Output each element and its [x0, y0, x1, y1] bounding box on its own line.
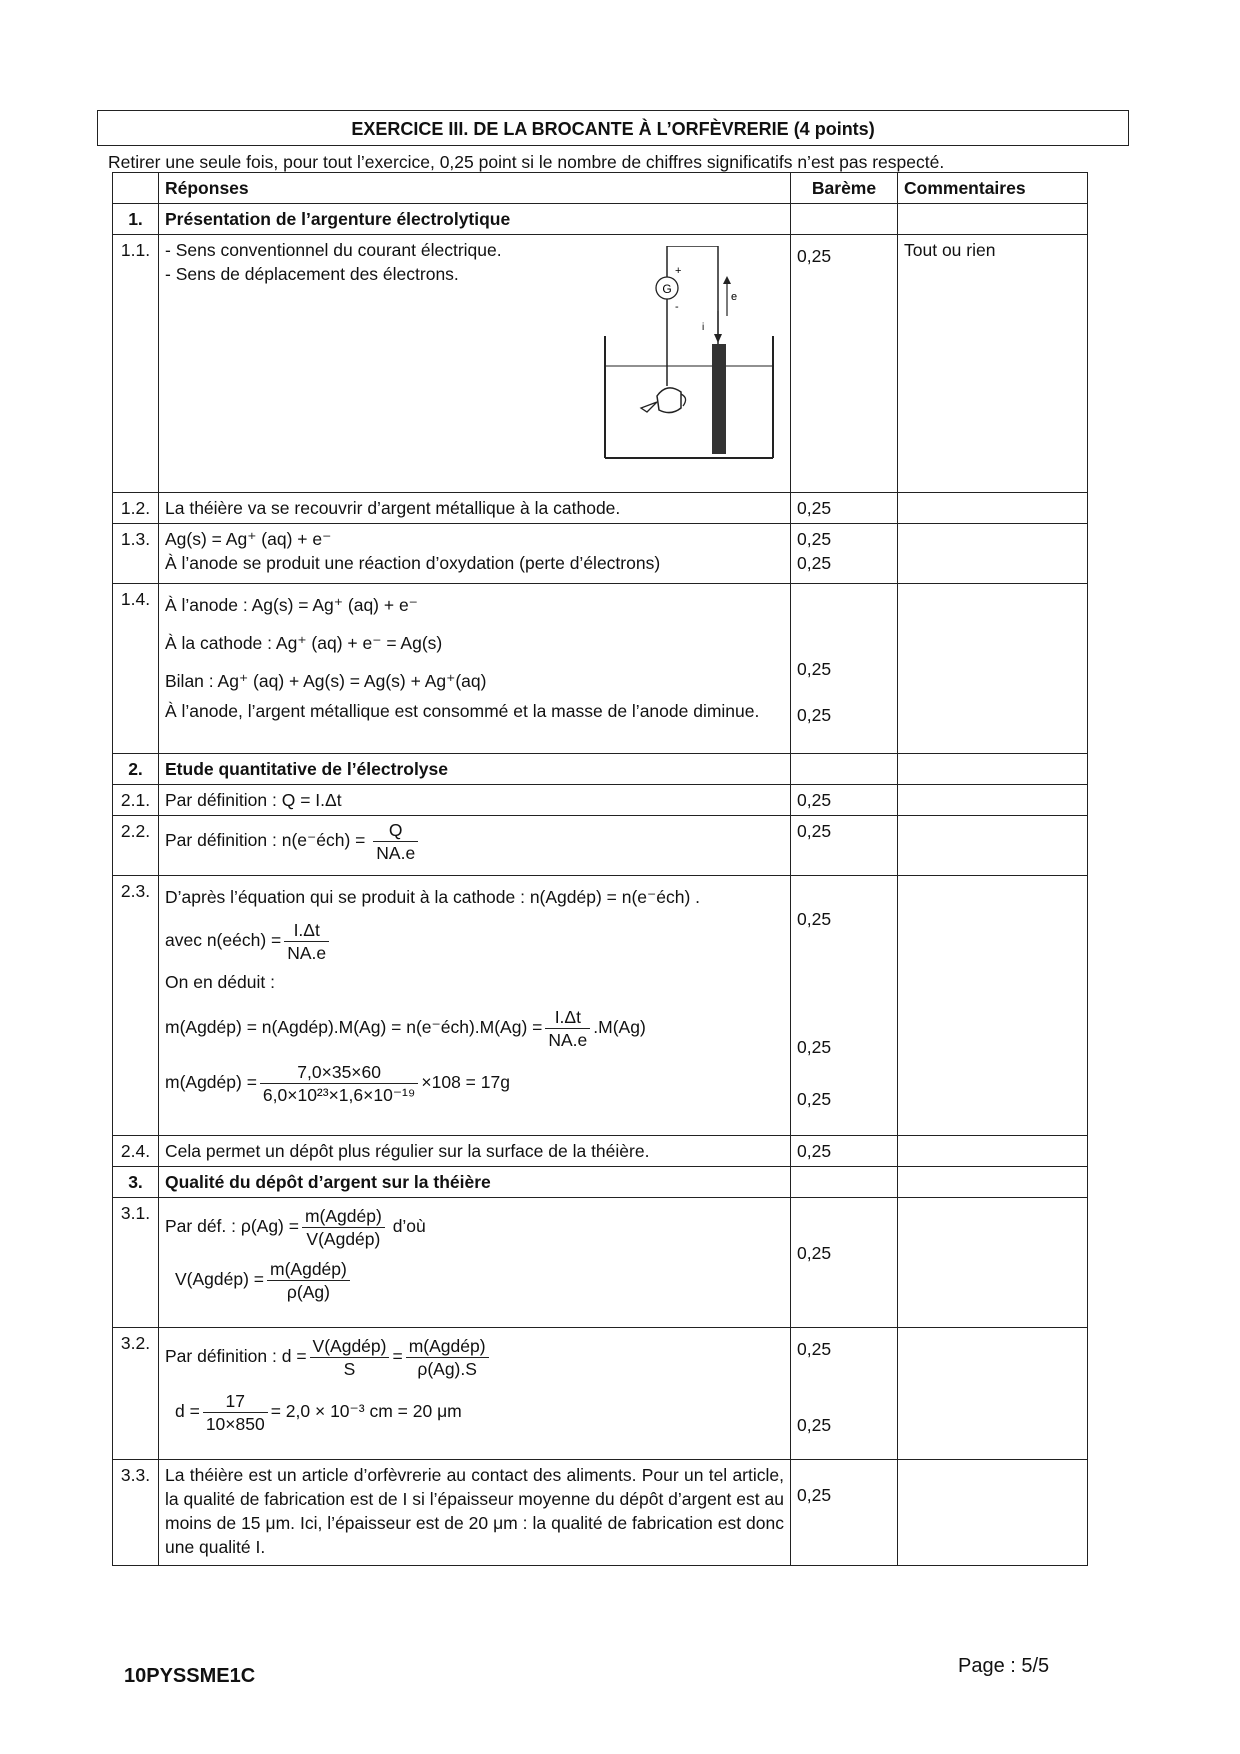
question-2-2-row [113, 816, 1088, 876]
fraction [302, 1205, 385, 1250]
section-2-row [113, 754, 1088, 785]
silver-anode [712, 344, 726, 454]
answer-line: On en déduit : [165, 972, 275, 992]
answer-line: D’après l’équation qui se produit à la cathode : n(Agdép) = n(e⁻éch) . [165, 887, 701, 907]
fraction [310, 1335, 390, 1380]
score-cell [791, 1460, 898, 1566]
numerator: m(Agdép) [267, 1258, 350, 1281]
score-cell [791, 524, 898, 584]
score-value: 0,25 [797, 659, 832, 679]
section-number: 3. [113, 1167, 159, 1198]
formula-lead: m(Agdép) = n(Agdép).M(Ag) = n(e⁻éch).M(Ag) = [165, 1017, 543, 1038]
score-cell [791, 235, 898, 493]
teapot-icon [657, 388, 681, 413]
fraction [267, 1258, 350, 1303]
answer-line: - Sens conventionnel du courant électrique. [165, 240, 502, 260]
current-label: i [702, 322, 705, 333]
formula-tail: ×108 = 17g [421, 1072, 510, 1093]
formula-lead: Par définition : n(e⁻éch) = [165, 830, 366, 851]
question-number: 3.3. [113, 1460, 159, 1566]
denominator: NA.e [287, 943, 327, 963]
question-2-3-row [113, 876, 1088, 1136]
answer-cell [159, 876, 791, 1136]
score-value: 0,25 [797, 1243, 832, 1263]
score-value: 0,25 [797, 246, 832, 266]
denominator: ρ(Ag).S [417, 1359, 477, 1379]
score-cell: 0,25 [791, 1136, 898, 1167]
formula-tail: = 2,0 × 10⁻³ cm = 20 μm [270, 1401, 462, 1422]
fraction [260, 1061, 418, 1106]
document-code: 10PYSSME1C [124, 1665, 256, 1687]
score-value: 0,25 [797, 909, 832, 929]
electrolysis-diagram [595, 246, 785, 461]
numerator: m(Agdép) [406, 1335, 489, 1358]
formula-lead: V(Agdép) = [175, 1269, 265, 1290]
answer-cell [159, 1328, 791, 1460]
numerator: 7,0×35×60 [260, 1061, 418, 1084]
fraction [373, 819, 418, 864]
question-3-3-row [113, 1460, 1088, 1566]
answer-cell [159, 816, 791, 876]
formula-tail: .M(Ag) [593, 1017, 646, 1038]
electron-label: e [731, 291, 738, 303]
formula-lead: avec n(eéch) = [165, 930, 282, 951]
question-number: 1.3. [113, 524, 159, 584]
denominator: S [343, 1359, 356, 1379]
denominator: ρ(Ag) [286, 1282, 330, 1302]
question-2-1-row [113, 785, 1088, 816]
answer-cell [159, 235, 791, 493]
plus-label: + [675, 265, 682, 277]
exercise-title: EXERCICE III. DE LA BROCANTE À L’ORFÈVRERIE (4 points) [97, 110, 1129, 146]
section-number: 1. [113, 204, 159, 235]
denominator: 6,0×10²³×1,6×10⁻¹⁹ [262, 1085, 416, 1105]
score-value: 0,25 [797, 1415, 832, 1435]
equation-line: Ag(s) = Ag⁺ (aq) + e⁻ [165, 529, 332, 549]
formula-lead: Par déf. : ρ(Ag) = [165, 1216, 299, 1237]
question-2-4-row [113, 1136, 1088, 1167]
answer-cell: Par définition : Q = I.Δt [159, 785, 791, 816]
question-number: 1.4. [113, 584, 159, 754]
score-value: 0,25 [797, 1339, 832, 1359]
score-value: 0,25 [797, 1037, 832, 1057]
question-1-1-row [113, 235, 1088, 493]
score-value: 0,25 [797, 1485, 832, 1505]
answer-cell: La théière va se recouvrir d’argent métallique à la cathode. [159, 493, 791, 524]
answer-line: À l’anode, l’argent métallique est consommé et la masse de l’anode diminue. [165, 701, 760, 721]
numerator: V(Agdép) [310, 1335, 390, 1358]
answer-cell [159, 584, 791, 754]
question-number: 2.1. [113, 785, 159, 816]
question-3-1-row [113, 1198, 1088, 1328]
numerator: m(Agdép) [302, 1205, 385, 1228]
table-header-row [113, 173, 1088, 204]
fraction [284, 919, 329, 964]
score-cell: 0,25 [791, 816, 898, 876]
denominator: NA.e [376, 843, 416, 863]
score-cell [791, 1328, 898, 1460]
numerator: Q [373, 819, 418, 842]
answer-line: Bilan : Ag⁺ (aq) + Ag(s) = Ag(s) + Ag⁺(aq) [165, 671, 487, 691]
fraction [406, 1335, 489, 1380]
answer-line: À l’anode : Ag(s) = Ag⁺ (aq) + e⁻ [165, 595, 418, 615]
formula-lead: d = [175, 1401, 200, 1422]
section-title: Présentation de l’argenture électrolytique [159, 204, 791, 235]
fraction [545, 1006, 590, 1051]
answer-table [112, 172, 1088, 1566]
question-number: 1.2. [113, 493, 159, 524]
score-cell [791, 876, 898, 1136]
equals-sign: = [392, 1346, 403, 1367]
denominator: V(Agdép) [306, 1229, 381, 1249]
score-cell: 0,25 [791, 785, 898, 816]
minus-label: - [675, 301, 679, 313]
fraction [203, 1390, 268, 1435]
question-number: 3.1. [113, 1198, 159, 1328]
question-1-2-row [113, 493, 1088, 524]
score-value: 0,25 [797, 1089, 832, 1109]
answer-cell [159, 1198, 791, 1328]
formula-lead: m(Agdép) = [165, 1072, 257, 1093]
section-1-row [113, 204, 1088, 235]
score-cell: 0,25 [791, 493, 898, 524]
galvanometer-label: G [662, 282, 672, 296]
answer-cell: Cela permet un dépôt plus régulier sur la surface de la théière. [159, 1136, 791, 1167]
question-number: 1.1. [113, 235, 159, 493]
question-number: 2.2. [113, 816, 159, 876]
answer-cell [159, 524, 791, 584]
answer-line: À l’anode se produit une réaction d’oxydation (perte d’électrons) [165, 553, 661, 573]
numerator: I.Δt [284, 919, 329, 942]
question-number: 3.2. [113, 1328, 159, 1460]
score-value: 0,25 [797, 705, 832, 725]
header-comments: Commentaires [898, 173, 1088, 204]
denominator: NA.e [548, 1030, 588, 1050]
score-cell [791, 584, 898, 754]
header-scale: Barème [791, 173, 898, 204]
section-title: Etude quantitative de l’électrolyse [159, 754, 791, 785]
score-cell [791, 1198, 898, 1328]
question-1-3-row [113, 524, 1088, 584]
score-value: 0,25 [797, 553, 832, 573]
formula-tail: d’où [392, 1216, 426, 1237]
page-number: Page : 5/5 [958, 1655, 1050, 1677]
header-answers: Réponses [159, 173, 791, 204]
section-title: Qualité du dépôt d’argent sur la théière [159, 1167, 791, 1198]
question-number: 2.3. [113, 876, 159, 1136]
answer-line: À la cathode : Ag⁺ (aq) + e⁻ = Ag(s) [165, 633, 443, 653]
numerator: I.Δt [545, 1006, 590, 1029]
section-3-row [113, 1167, 1088, 1198]
question-1-4-row [113, 584, 1088, 754]
answer-line: - Sens de déplacement des électrons. [165, 264, 459, 284]
comment-cell: Tout ou rien [898, 235, 1088, 493]
denominator: 10×850 [205, 1414, 265, 1434]
question-3-2-row [113, 1328, 1088, 1460]
numerator: 17 [203, 1390, 268, 1413]
grading-instruction: Retirer une seule fois, pour tout l’exercice, 0,25 point si le nombre de chiffres significatifs n’est pas respecté. [108, 152, 945, 172]
answer-cell: La théière est un article d’orfèvrerie au contact des aliments. Pour un tel article, la qualité de fabrication est de I si l’épaisseur moyenne du dépôt d’argent est au moins de 15 μm. Ici, l’épaisseur est de 20 μm : la qualité de fabrication est donc une qualité I. [159, 1460, 791, 1566]
score-value: 0,25 [797, 529, 832, 549]
question-number: 2.4. [113, 1136, 159, 1167]
section-number: 2. [113, 754, 159, 785]
formula-lead: Par définition : d = [165, 1346, 307, 1367]
